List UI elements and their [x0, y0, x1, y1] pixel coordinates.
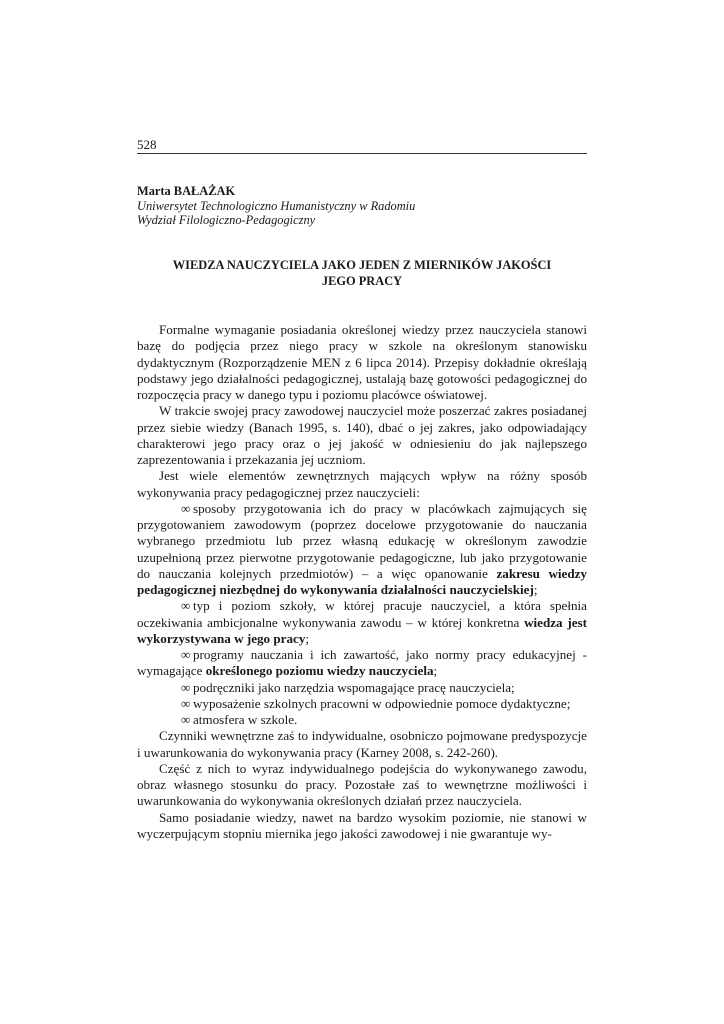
infinity-bullet-icon: ∞: [181, 647, 191, 662]
paragraph-2: W trakcie swojej pracy zawodowej nauczyciel może poszerzać zakres posiadanej przez siebie wiedzy (Banach 1995, s. 140), dbać o jej zakres, jako odpowiadający charakterowi jego pracy oraz o jej jakość w odniesieniu do jak najlepszego zaprezentowania i przekazania jej uczniom.: [137, 403, 587, 467]
infinity-bullet-icon: ∞: [181, 679, 191, 695]
infinity-bullet-icon: ∞: [181, 712, 191, 727]
article-title: [137, 258, 587, 289]
author-name: Marta BAŁAŻAK: [137, 184, 236, 198]
bullet-item-5-text: wyposażenie szkolnych pracowni w odpowiednie pomoce dydaktyczne;: [192, 695, 571, 711]
bullet-item-6: [137, 712, 587, 728]
author-block: [137, 184, 415, 228]
bullet-item-1: [137, 501, 587, 599]
paragraph-4: Czynniki wewnętrzne zaś to indywidualne, osobniczo pojmowane predyspozycje i uwarunkowania do wykonywania pracy (Karney 2008, s. 242-260).: [137, 728, 587, 760]
paragraph-3: Jest wiele elementów zewnętrznych mających wpływ na różny sposób wykonywania pracy pedagogicznej przez nauczycieli:: [137, 468, 587, 500]
infinity-bullet-icon: ∞: [181, 695, 191, 711]
infinity-bullet-icon: ∞: [181, 500, 191, 516]
bullet-item-2-end: ;: [305, 630, 310, 646]
bullet-item-2-emphasis: wiedza jest wykorzystywana w jego pracy: [137, 614, 587, 646]
bullet-item-4-text: podręczniki jako narzędzia wspomagające pracę nauczyciela;: [192, 679, 515, 695]
header-rule: [137, 153, 587, 154]
bullet-item-1-emphasis: zakresu wiedzy pedagogicznej niezbędnej do wykonywania działalności nauczycielskiej: [137, 565, 587, 597]
bullet-item-3-end: ;: [433, 663, 438, 679]
title-line-2: JEGO PRACY: [321, 273, 403, 288]
infinity-bullet-icon: ∞: [181, 598, 191, 614]
bullet-item-2: [137, 598, 587, 647]
bullet-item-1-end: ;: [533, 582, 538, 597]
paragraph-5: Część z nich to wyraz indywidualnego podejścia do wykonywanego zawodu, obraz własnego stosunku do pracy. Pozostałe zaś to wewnętrzne możliwości i uwarunkowania do wykonywania określonych działań przez nauczyciela.: [137, 760, 587, 809]
page-number: 528: [137, 137, 157, 152]
bullet-item-3-emphasis: określonego poziomu wiedzy nauczyciela: [205, 663, 434, 679]
bullet-item-1-text: sposoby przygotowania ich do pracy w placówkach zajmujących się przygotowaniem zawodowym (poprzez docelowe przygotowanie do nauczania wybranego przedmiotu lub przez własną edukację w określonym zawodzie uzupełnioną przez pierwotne przygotowanie pedagogiczne, lub jako przygotowanie do nauczania kolejnych przedmiotów) – a więc opanowanie: [137, 500, 587, 581]
bullet-item-4: [137, 680, 587, 696]
bullet-item-2-text: typ i poziom szkoły, w której pracuje nauczyciel, a która spełnia oczekiwania ambicjonalne wykonywania zawodu – w której konkretna: [137, 598, 587, 630]
paragraph-6: Samo posiadanie wiedzy, nawet na bardzo wysokim poziomie, nie stanowi w wyczerpującym stopniu miernika jego jakości zawodowej i nie gwarantuje wy-: [137, 809, 587, 841]
bullet-item-3: [137, 647, 587, 680]
article-body: [137, 322, 587, 842]
paragraph-1: Formalne wymaganie posiadania określonej wiedzy przez nauczyciela stanowi bazę do podjęcia przez niego pracy w szkole na określonym stanowisku dydaktycznym (Rozporządzenie MEN z 6 lipca 2014). Przepisy dokładnie określają podstawy jego działalności pedagogicznej, ustalają bazę gotowości pedagogicznej do rozpoczęcia pracy w danego typu i poziomu placówce oświatowej.: [137, 322, 587, 402]
author-affiliation-university: Uniwersytet Technologiczno Humanistyczny w Radomiu: [137, 198, 416, 213]
bullet-item-6-text: atmosfera w szkole.: [192, 712, 298, 727]
author-affiliation-faculty: Wydział Filologiczno-Pedagogiczny: [137, 213, 316, 228]
bullet-item-5: [137, 696, 587, 712]
bullet-item-3-text: programy nauczania i ich zawartość, jako normy pracy edukacyjnej - wymagające: [137, 647, 587, 679]
title-line-1: WIEDZA NAUCZYCIELA JAKO JEDEN Z MIERNIKÓW JAKOŚCI: [172, 258, 552, 272]
